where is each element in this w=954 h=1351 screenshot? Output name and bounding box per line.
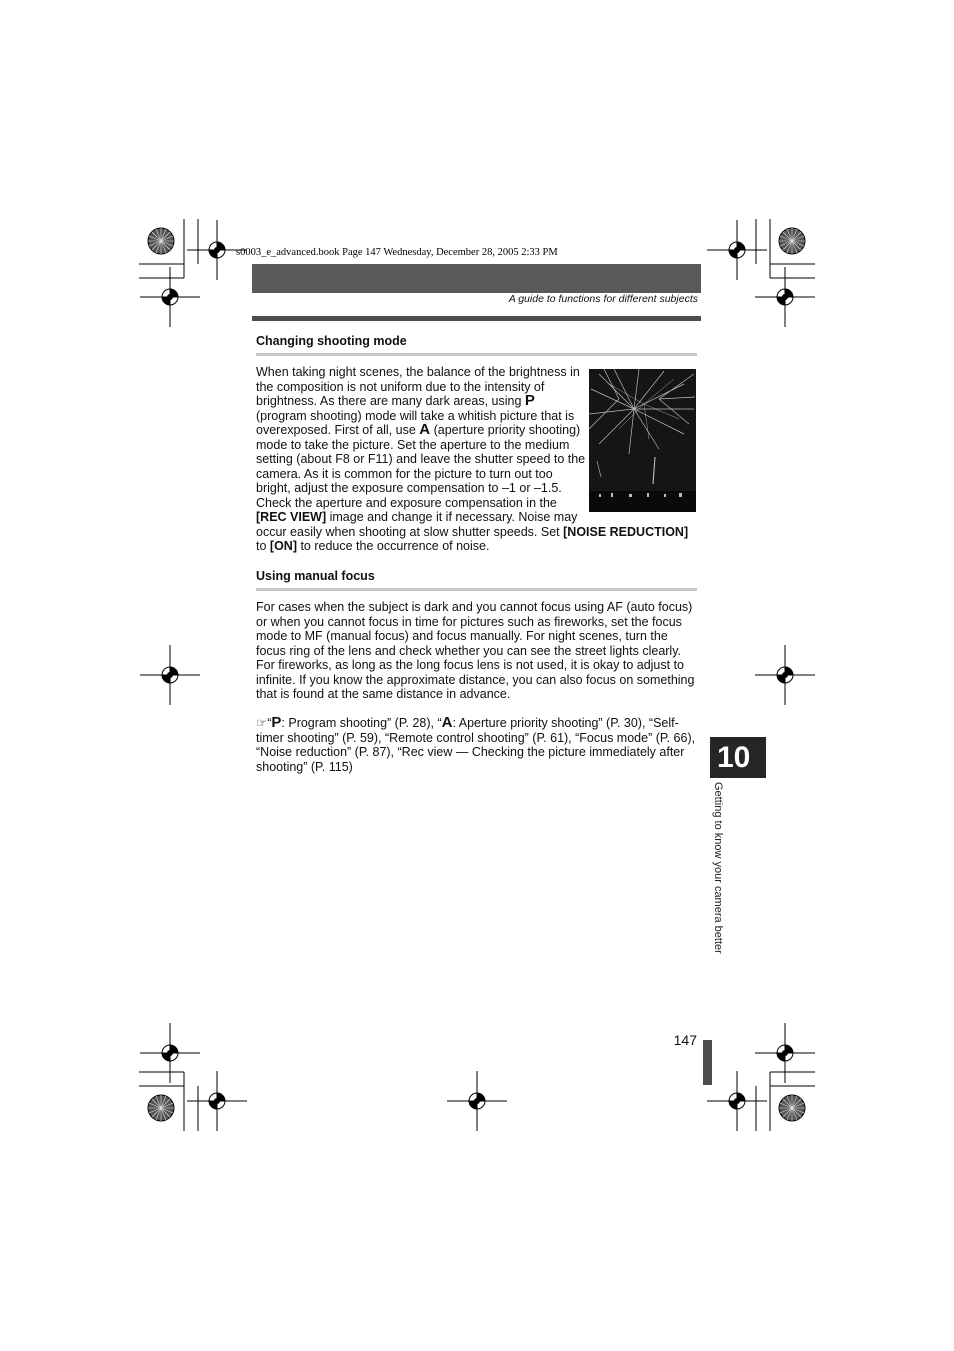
header-rule: [252, 316, 701, 321]
page-edge-bar: [703, 1040, 712, 1085]
reference-list: [256, 716, 699, 774]
text-run: (aperture priority shooting) mode to take the picture. Set the aperture to the medium setting (about F8 or F11) and leave the shutter speed to the camera. As it is common for the picture to turn out too bright, adjust the exposure compensation to –1 or –1.5. Check the aperture and exposure compensation in the: [256, 423, 586, 510]
section-rule: [256, 353, 697, 356]
text-run: : Aperture priority shooting” (P. 30), “Self-timer shooting” (P. 59), “Remote control shooting” (P. 61), “Focus mode” (P. 66), “Noise reduction” (P. 87), “Rec view — Checking the picture immediately after shooting” (P. 115): [256, 716, 696, 774]
section-rule: [256, 588, 697, 591]
text-run: When taking night scenes, the balance of the brightness in the composition is not uniform due to the intensity of brightness. As there are many dark areas, using: [256, 365, 580, 408]
chapter-tab: 10: [710, 737, 766, 778]
section-body-text: [256, 365, 699, 554]
program-mode-icon: P: [524, 392, 535, 409]
chapter-title-vertical: [710, 782, 728, 992]
section-changing-shooting-mode: [256, 334, 697, 356]
header-subtitle: A guide to functions for different subjects: [508, 293, 698, 305]
page-number: 147: [673, 1032, 697, 1048]
noise-reduction-label: [NOISE REDUCTION]: [563, 524, 689, 539]
text-run: (program shooting) mode will take a whitish picture that is overexposed. First of all, use: [256, 408, 575, 437]
text-run: to: [256, 539, 270, 553]
text-run: image and change it if necessary. Noise may occur easily when shooting at slow shutter speeds. Set: [256, 510, 578, 539]
text-run: : Program shooting” (P. 28), “: [281, 716, 442, 730]
rec-view-label: [REC VIEW]: [256, 510, 327, 524]
photo-float-spacer: [587, 365, 699, 515]
aperture-mode-icon: A: [441, 714, 453, 731]
print-slug: s0003_e_advanced.book Page 147 Wednesday, December 28, 2005 2:33 PM: [236, 247, 558, 258]
on-label: [ON]: [269, 539, 297, 553]
text-run: to reduce the occurrence of noise.: [296, 539, 490, 553]
section-heading: Changing shooting mode: [256, 334, 407, 348]
program-mode-icon: P: [271, 714, 282, 731]
text-run: “: [267, 716, 272, 730]
section-manual-focus: [256, 569, 697, 591]
chapter-title: Getting to know your camera better: [712, 782, 724, 954]
aperture-mode-icon: A: [419, 421, 431, 438]
header-bar: [252, 264, 701, 293]
manual-focus-text: For cases when the subject is dark and you cannot focus using AF (auto focus) or when you cannot focus in time for pictures such as fireworks, set the focus mode to MF (manual focus) and focus manually. For night scenes, turn the focus ring of the lens and check whether you can see the street lights clearly. For fireworks, as long as the long focus lens is not used, it is okay to adjust to infinite. If you know the approximate distance, you can also focus on something that is found at the same distance in advance.: [256, 600, 695, 701]
section-heading: Using manual focus: [256, 569, 375, 583]
reference-icon: ☞: [256, 716, 268, 730]
